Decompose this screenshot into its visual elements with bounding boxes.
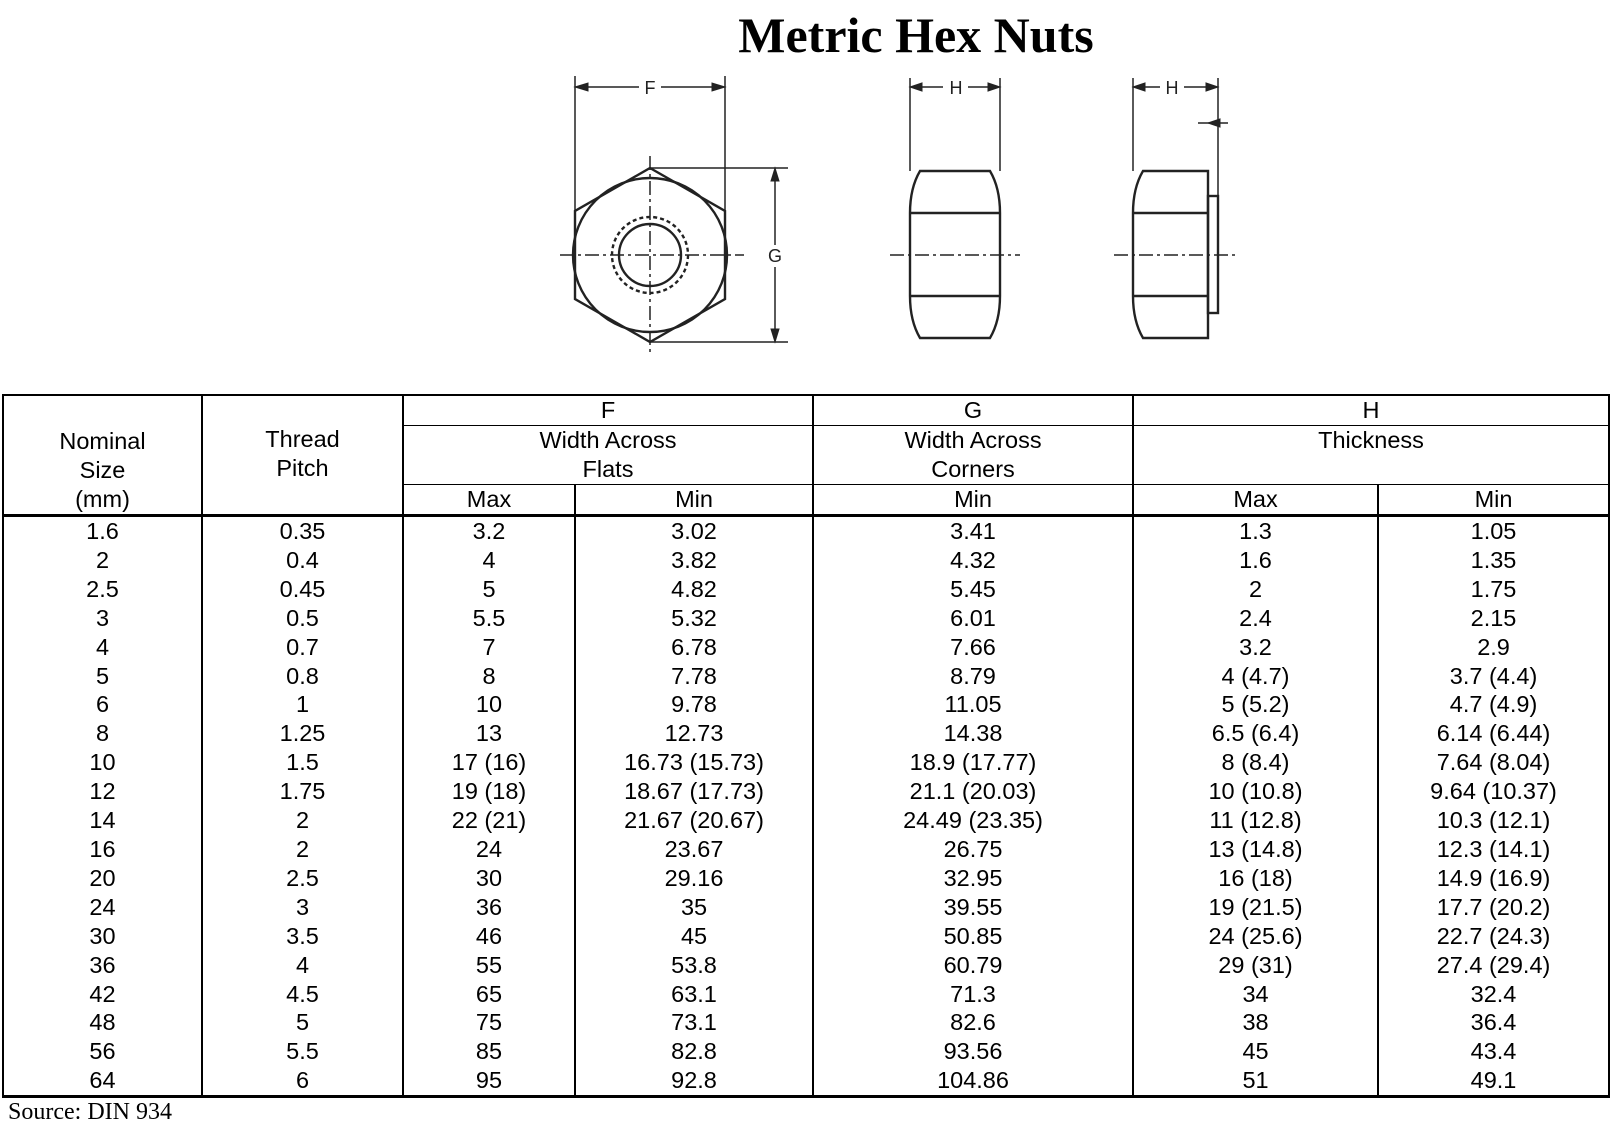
cell-g-min: 8.79 bbox=[813, 662, 1133, 691]
cell-h-max: 4 (4.7) bbox=[1133, 662, 1378, 691]
cell-h-max: 1.3 bbox=[1133, 516, 1378, 546]
cell-thread-pitch: 5.5 bbox=[202, 1037, 403, 1066]
cell-f-max: 95 bbox=[403, 1066, 575, 1096]
table-row bbox=[3, 633, 1609, 662]
cell-h-min: 6.14 (6.44) bbox=[1378, 719, 1609, 748]
cell-nominal-size: 1.6 bbox=[3, 516, 202, 546]
cell-f-min: 7.78 bbox=[575, 662, 813, 691]
cell-nominal-size: 24 bbox=[3, 893, 202, 922]
table-row bbox=[3, 575, 1609, 604]
table-row bbox=[3, 604, 1609, 633]
cell-h-min: 22.7 (24.3) bbox=[1378, 922, 1609, 951]
cell-h-min: 7.64 (8.04) bbox=[1378, 748, 1609, 777]
cell-g-min: 6.01 bbox=[813, 604, 1133, 633]
table-row bbox=[3, 864, 1609, 893]
cell-h-max: 51 bbox=[1133, 1066, 1378, 1096]
spec-table bbox=[2, 394, 1610, 1098]
cell-thread-pitch: 1.5 bbox=[202, 748, 403, 777]
cell-h-max: 5 (5.2) bbox=[1133, 690, 1378, 719]
cell-g-min: 82.6 bbox=[813, 1008, 1133, 1037]
cell-g-min: 24.49 (23.35) bbox=[813, 806, 1133, 835]
cell-f-max: 46 bbox=[403, 922, 575, 951]
cell-h-max: 16 (18) bbox=[1133, 864, 1378, 893]
cell-g-min: 14.38 bbox=[813, 719, 1133, 748]
cell-h-max: 3.2 bbox=[1133, 633, 1378, 662]
cell-f-max: 10 bbox=[403, 690, 575, 719]
table-row bbox=[3, 893, 1609, 922]
cell-nominal-size: 10 bbox=[3, 748, 202, 777]
cell-nominal-size: 42 bbox=[3, 980, 202, 1009]
header-group-h: H bbox=[1133, 395, 1609, 426]
table-row bbox=[3, 719, 1609, 748]
cell-thread-pitch: 1 bbox=[202, 690, 403, 719]
cell-h-min: 12.3 (14.1) bbox=[1378, 835, 1609, 864]
cell-f-max: 17 (16) bbox=[403, 748, 575, 777]
cell-g-min: 18.9 (17.77) bbox=[813, 748, 1133, 777]
cell-f-min: 12.73 bbox=[575, 719, 813, 748]
spec-table-body bbox=[3, 516, 1609, 1097]
cell-f-min: 53.8 bbox=[575, 951, 813, 980]
cell-f-min: 5.32 bbox=[575, 604, 813, 633]
cell-h-min: 1.35 bbox=[1378, 546, 1609, 575]
cell-g-min: 104.86 bbox=[813, 1066, 1133, 1096]
cell-thread-pitch: 4.5 bbox=[202, 980, 403, 1009]
cell-nominal-size: 3 bbox=[3, 604, 202, 633]
side-view-drawing bbox=[890, 78, 1020, 338]
table-row bbox=[3, 662, 1609, 691]
cell-h-min: 9.64 (10.37) bbox=[1378, 777, 1609, 806]
cell-f-min: 6.78 bbox=[575, 633, 813, 662]
cell-f-min: 4.82 bbox=[575, 575, 813, 604]
cell-nominal-size: 14 bbox=[3, 806, 202, 835]
cell-h-max: 8 (8.4) bbox=[1133, 748, 1378, 777]
cell-g-min: 39.55 bbox=[813, 893, 1133, 922]
table-row bbox=[3, 748, 1609, 777]
cell-thread-pitch: 1.25 bbox=[202, 719, 403, 748]
label-h-side: H bbox=[949, 78, 963, 98]
cell-h-min: 4.7 (4.9) bbox=[1378, 690, 1609, 719]
cell-g-min: 32.95 bbox=[813, 864, 1133, 893]
table-row bbox=[3, 922, 1609, 951]
cell-h-max: 1.6 bbox=[1133, 546, 1378, 575]
cell-f-max: 7 bbox=[403, 633, 575, 662]
cell-h-min: 36.4 bbox=[1378, 1008, 1609, 1037]
cell-f-max: 13 bbox=[403, 719, 575, 748]
cell-thread-pitch: 6 bbox=[202, 1066, 403, 1096]
header-group-f: F bbox=[403, 395, 813, 426]
front-view-drawing bbox=[560, 76, 788, 352]
cell-h-max: 19 (21.5) bbox=[1133, 893, 1378, 922]
table-row bbox=[3, 1037, 1609, 1066]
cell-h-min: 3.7 (4.4) bbox=[1378, 662, 1609, 691]
cell-f-min: 23.67 bbox=[575, 835, 813, 864]
label-g: G bbox=[767, 246, 783, 266]
page-title: Metric Hex Nuts bbox=[738, 7, 1094, 63]
cell-thread-pitch: 2 bbox=[202, 806, 403, 835]
cell-h-max: 45 bbox=[1133, 1037, 1378, 1066]
cell-nominal-size: 2.5 bbox=[3, 575, 202, 604]
cell-f-min: 16.73 (15.73) bbox=[575, 748, 813, 777]
cell-h-min: 43.4 bbox=[1378, 1037, 1609, 1066]
hex-nut-diagram bbox=[548, 68, 1268, 358]
cell-f-min: 45 bbox=[575, 922, 813, 951]
cell-h-min: 1.05 bbox=[1378, 516, 1609, 546]
cell-h-min: 17.7 (20.2) bbox=[1378, 893, 1609, 922]
cell-h-max: 10 (10.8) bbox=[1133, 777, 1378, 806]
cell-thread-pitch: 0.45 bbox=[202, 575, 403, 604]
cell-f-max: 5.5 bbox=[403, 604, 575, 633]
header-thread-pitch: Thread Pitch bbox=[202, 395, 403, 516]
cell-thread-pitch: 2 bbox=[202, 835, 403, 864]
table-row bbox=[3, 806, 1609, 835]
cell-g-min: 7.66 bbox=[813, 633, 1133, 662]
cell-f-max: 3.2 bbox=[403, 516, 575, 546]
cell-f-max: 8 bbox=[403, 662, 575, 691]
cell-nominal-size: 4 bbox=[3, 633, 202, 662]
cell-f-min: 3.02 bbox=[575, 516, 813, 546]
cell-g-min: 93.56 bbox=[813, 1037, 1133, 1066]
cell-h-min: 49.1 bbox=[1378, 1066, 1609, 1096]
cell-nominal-size: 5 bbox=[3, 662, 202, 691]
cell-thread-pitch: 0.35 bbox=[202, 516, 403, 546]
cell-nominal-size: 12 bbox=[3, 777, 202, 806]
cell-f-min: 18.67 (17.73) bbox=[575, 777, 813, 806]
cell-thread-pitch: 4 bbox=[202, 951, 403, 980]
cell-h-min: 2.9 bbox=[1378, 633, 1609, 662]
cell-g-min: 50.85 bbox=[813, 922, 1133, 951]
table-row bbox=[3, 546, 1609, 575]
table-row bbox=[3, 835, 1609, 864]
cell-f-max: 65 bbox=[403, 980, 575, 1009]
cell-nominal-size: 8 bbox=[3, 719, 202, 748]
header-nominal-size: Nominal Size (mm) bbox=[3, 395, 202, 516]
table-row bbox=[3, 1008, 1609, 1037]
cell-f-max: 85 bbox=[403, 1037, 575, 1066]
cell-h-max: 11 (12.8) bbox=[1133, 806, 1378, 835]
cell-nominal-size: 48 bbox=[3, 1008, 202, 1037]
cell-nominal-size: 20 bbox=[3, 864, 202, 893]
cell-g-min: 4.32 bbox=[813, 546, 1133, 575]
cell-thread-pitch: 5 bbox=[202, 1008, 403, 1037]
cell-h-min: 27.4 (29.4) bbox=[1378, 951, 1609, 980]
cell-f-max: 24 bbox=[403, 835, 575, 864]
cell-thread-pitch: 0.8 bbox=[202, 662, 403, 691]
header-g-min: Min bbox=[813, 485, 1133, 516]
cell-f-max: 5 bbox=[403, 575, 575, 604]
header-group-g: G bbox=[813, 395, 1133, 426]
cell-g-min: 26.75 bbox=[813, 835, 1133, 864]
label-h-washer: H bbox=[1165, 78, 1179, 98]
cell-h-max: 2.4 bbox=[1133, 604, 1378, 633]
cell-h-max: 38 bbox=[1133, 1008, 1378, 1037]
cell-thread-pitch: 0.4 bbox=[202, 546, 403, 575]
cell-h-min: 32.4 bbox=[1378, 980, 1609, 1009]
cell-g-min: 71.3 bbox=[813, 980, 1133, 1009]
table-row bbox=[3, 1066, 1609, 1096]
cell-f-max: 19 (18) bbox=[403, 777, 575, 806]
cell-f-min: 21.67 (20.67) bbox=[575, 806, 813, 835]
cell-f-max: 30 bbox=[403, 864, 575, 893]
cell-nominal-size: 56 bbox=[3, 1037, 202, 1066]
cell-nominal-size: 30 bbox=[3, 922, 202, 951]
cell-thread-pitch: 0.7 bbox=[202, 633, 403, 662]
cell-f-min: 63.1 bbox=[575, 980, 813, 1009]
cell-f-max: 75 bbox=[403, 1008, 575, 1037]
cell-f-max: 4 bbox=[403, 546, 575, 575]
cell-f-min: 9.78 bbox=[575, 690, 813, 719]
cell-h-max: 6.5 (6.4) bbox=[1133, 719, 1378, 748]
source-note: Source: DIN 934 bbox=[8, 1099, 172, 1125]
header-f-min: Min bbox=[575, 485, 813, 516]
table-row bbox=[3, 516, 1609, 546]
header-thickness: Thickness bbox=[1133, 426, 1609, 485]
cell-h-max: 13 (14.8) bbox=[1133, 835, 1378, 864]
cell-h-max: 2 bbox=[1133, 575, 1378, 604]
cell-nominal-size: 64 bbox=[3, 1066, 202, 1096]
cell-f-min: 35 bbox=[575, 893, 813, 922]
cell-f-max: 55 bbox=[403, 951, 575, 980]
cell-h-max: 34 bbox=[1133, 980, 1378, 1009]
cell-thread-pitch: 2.5 bbox=[202, 864, 403, 893]
table-row bbox=[3, 777, 1609, 806]
cell-g-min: 21.1 (20.03) bbox=[813, 777, 1133, 806]
header-h-max: Max bbox=[1133, 485, 1378, 516]
cell-g-min: 3.41 bbox=[813, 516, 1133, 546]
table-row bbox=[3, 980, 1609, 1009]
cell-f-min: 82.8 bbox=[575, 1037, 813, 1066]
cell-thread-pitch: 3 bbox=[202, 893, 403, 922]
cell-g-min: 60.79 bbox=[813, 951, 1133, 980]
cell-f-min: 29.16 bbox=[575, 864, 813, 893]
cell-nominal-size: 6 bbox=[3, 690, 202, 719]
cell-h-min: 2.15 bbox=[1378, 604, 1609, 633]
cell-nominal-size: 36 bbox=[3, 951, 202, 980]
side-view-washer-drawing bbox=[1114, 78, 1238, 338]
cell-g-min: 5.45 bbox=[813, 575, 1133, 604]
cell-f-min: 73.1 bbox=[575, 1008, 813, 1037]
cell-h-min: 10.3 (12.1) bbox=[1378, 806, 1609, 835]
header-width-across-corners: Width Across Corners bbox=[813, 426, 1133, 485]
cell-f-min: 92.8 bbox=[575, 1066, 813, 1096]
cell-thread-pitch: 0.5 bbox=[202, 604, 403, 633]
cell-f-min: 3.82 bbox=[575, 546, 813, 575]
cell-h-max: 29 (31) bbox=[1133, 951, 1378, 980]
cell-h-max: 24 (25.6) bbox=[1133, 922, 1378, 951]
header-h-min: Min bbox=[1378, 485, 1609, 516]
table-row bbox=[3, 690, 1609, 719]
table-row bbox=[3, 951, 1609, 980]
cell-h-min: 1.75 bbox=[1378, 575, 1609, 604]
cell-h-min: 14.9 (16.9) bbox=[1378, 864, 1609, 893]
cell-nominal-size: 16 bbox=[3, 835, 202, 864]
header-width-across-flats: Width Across Flats bbox=[403, 426, 813, 485]
cell-nominal-size: 2 bbox=[3, 546, 202, 575]
header-f-max: Max bbox=[403, 485, 575, 516]
cell-thread-pitch: 1.75 bbox=[202, 777, 403, 806]
label-f: F bbox=[644, 78, 656, 98]
cell-g-min: 11.05 bbox=[813, 690, 1133, 719]
cell-f-max: 22 (21) bbox=[403, 806, 575, 835]
cell-thread-pitch: 3.5 bbox=[202, 922, 403, 951]
cell-f-max: 36 bbox=[403, 893, 575, 922]
